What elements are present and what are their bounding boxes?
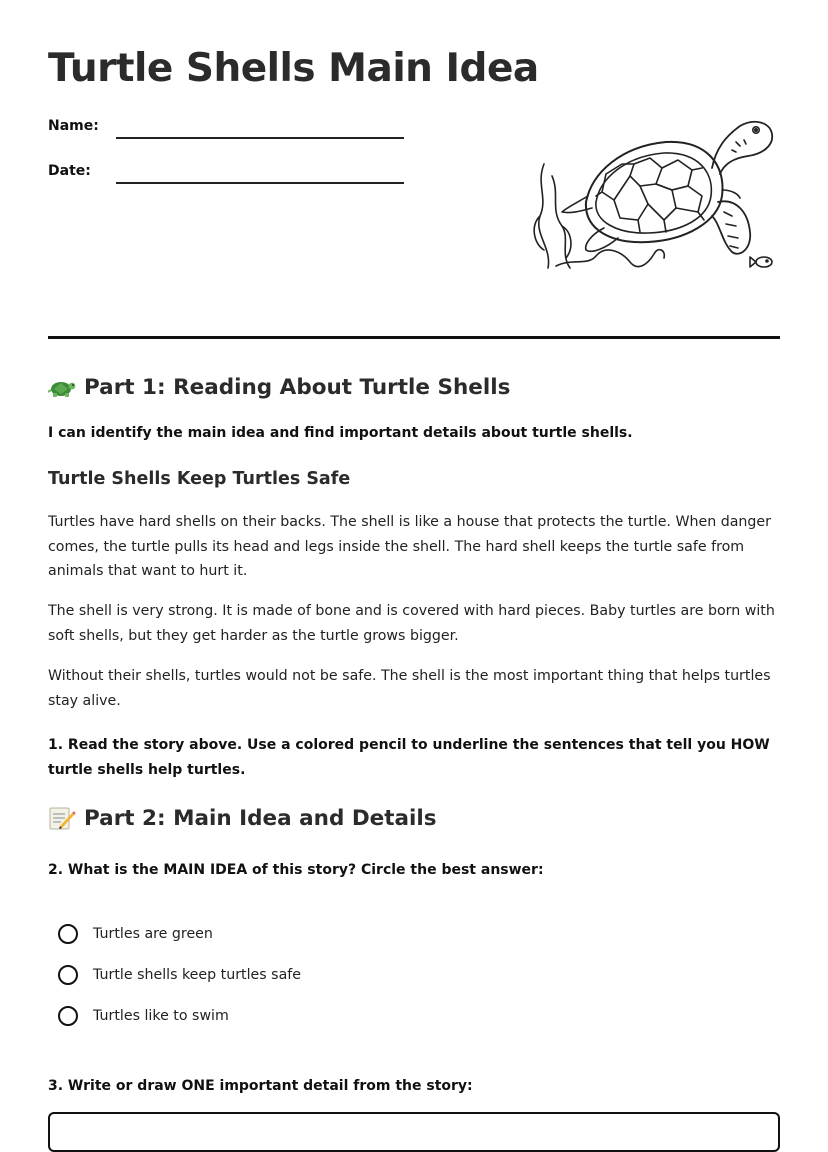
part2-heading: [48, 805, 437, 831]
part1-heading: [48, 374, 510, 400]
learning-objective: I can identify the main idea and find important details about turtle shells.: [48, 425, 633, 441]
answer-option-2[interactable]: [58, 963, 301, 987]
detail-answer-box[interactable]: [48, 1112, 780, 1152]
story-title: Turtle Shells Keep Turtles Safe: [48, 469, 351, 489]
answer-option-1[interactable]: [58, 922, 213, 946]
question-3: 3. Write or draw ONE important detail from the story:: [48, 1078, 473, 1094]
part2-heading-text: Part 2: Main Idea and Details: [84, 805, 437, 831]
date-label: Date:: [48, 163, 91, 179]
worksheet-page: [48, 0, 780, 1118]
question-1: 1. Read the story above. Use a colored pencil to underline the sentences that tell you HOW turtle shells help turtles.: [48, 737, 770, 778]
page-title: Turtle Shells Main Idea: [48, 46, 539, 91]
answer-option-label: Turtles like to swim: [93, 1008, 229, 1024]
story-paragraph-1: Turtles have hard shells on their backs. The shell is like a house that protects the turtle. When danger comes, the turtle pulls its head and legs inside the shell. The hard shell keeps the turtle safe from animals that want to hurt it.: [48, 514, 771, 579]
name-write-line: [116, 137, 404, 139]
name-label: Name:: [48, 118, 99, 134]
turtle-icon: [48, 374, 76, 400]
radio-circle[interactable]: [58, 924, 78, 944]
answer-option-3[interactable]: [58, 1004, 229, 1028]
question-2: 2. What is the MAIN IDEA of this story? Circle the best answer:: [48, 862, 544, 878]
memo-pencil-icon: [48, 805, 76, 831]
answer-option-label: Turtle shells keep turtles safe: [93, 967, 301, 983]
sea-turtle-illustration: [526, 112, 784, 280]
radio-circle[interactable]: [58, 965, 78, 985]
story-paragraph-2: The shell is very strong. It is made of bone and is covered with hard pieces. Baby turtles are born with soft shells, but they get harder as the turtle grows bigger.: [48, 603, 775, 644]
part1-heading-text: Part 1: Reading About Turtle Shells: [84, 374, 511, 400]
date-write-line: [116, 182, 404, 184]
radio-circle[interactable]: [58, 1006, 78, 1026]
story-paragraph-3: Without their shells, turtles would not be safe. The shell is the most important thing that helps turtles stay alive.: [48, 668, 771, 709]
section-divider: [48, 336, 780, 339]
answer-option-label: Turtles are green: [93, 926, 213, 942]
